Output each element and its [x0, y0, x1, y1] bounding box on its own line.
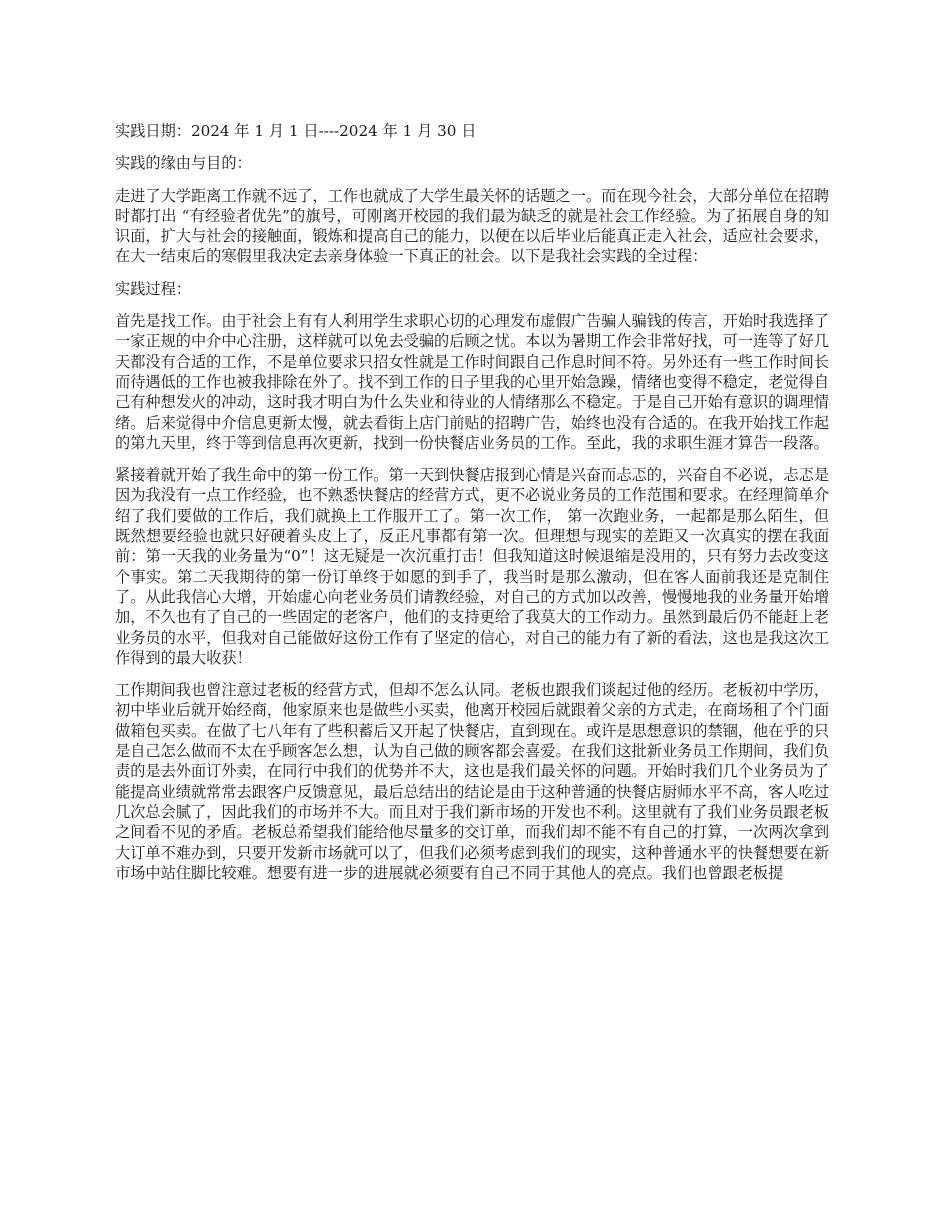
practice-date-line: 实践日期：2024 年 1 月 1 日----2024 年 1 月 30 日	[115, 122, 477, 140]
job-search-paragraph: 首先是找工作。由于社会上有有人利用学生求职心切的心理发布虚假广告骗人骗钱的传言，开始时我选择了一家正规的中介中心注册，这样就可以免去受骗的后顾之忧。本以为暑期工作会非常好找，可一连等了好几天都没有合适的工作，不是单位要求只招女性就是工作时间跟自己作息时间不符。另外还有一些工作时间长而待遇低的工作也被我排除在外了。找不到工作的日子里我的心里开始急躁，情绪也变得不稳定，老觉得自己有种想发火的冲动，这时我才明白为什么失业和待业的人情绪那么不稳定。于是自己开始有意识的调理情绪。后来觉得中介信息更新太慢，就去看街上店门前贴的招聘广告，始终也没有合适的。在我开始找工作起的第九天里，终于等到信息再次更新，找到一份快餐店业务员的工作。至此，我的求职生涯才算告一段落。	[115, 312, 829, 452]
document-page	[115, 121, 829, 895]
first-job-paragraph: 紧接着就开始了我生命中的第一份工作。第一天到快餐店报到心情是兴奋而忐忑的，兴奋自不必说，忐忑是因为我没有一点工作经验，也不熟悉快餐店的经营方式，更不必说业务员的工作范围和要求。在经理简单介绍了我们要做的工作后，我们就换上工作服开工了。第一次工作， 第一次跑业务，一起都是那么陌生，但既然想要经验也就只好硬着头皮上了，反正凡事都有第一次。但理想与现实的差距又一次真实的摆在我面前：第一天我的业务量为“0”！这无疑是一次沉重打击！但我知道这时候退缩是没用的，只有努力去改变这个事实。第二天我期待的第一份订单终于如愿的到手了，我当时是那么激动，但在客人面前我还是克制住了。从此我信心大增，开始虚心向老业务员们请教经验，对自己的方式加以改善，慢慢地我的业务量开始增加，不久也有了自己的一些固定的老客户，他们的支持更给了我莫大的工作动力。虽然到最后仍不能赶上老业务员的水平，但我对自己能做好这份工作有了坚定的信心，对自己的能力有了新的看法，这也是我这次工作得到的最大收获！	[115, 466, 829, 667]
reason-heading: 实践的缘由与目的：	[115, 154, 252, 173]
process-heading: 实践过程：	[115, 279, 191, 298]
reason-paragraph: 走进了大学距离工作就不远了，工作也就成了大学生最关怀的话题之一。而在现今社会，大部分单位在招聘时都打出 “有经验者优先”的旗号，可刚离开校园的我们最为缺乏的就是社会工作经验。为了拓展自身的知识面，扩大与社会的接触面，锻炼和提高自己的能力，以便在以后毕业后能真正走入社会，适应社会要求， 在大一结束后的寒假里我决定去亲身体验一下真正的社会。以下是我社会实践的全过程：	[115, 186, 829, 266]
boss-management-paragraph: 工作期间我也曾注意过老板的经营方式，但却不怎么认同。老板也跟我们谈起过他的经历。老板初中学历，初中毕业后就开始经商，他家原来也是做些小买卖，他离开校园后就跟着父亲的方式走，在商场租了个门面做箱包买卖。在做了七八年有了些积蓄后又开起了快餐店，直到现在。或许是思想意识的禁锢，他在乎的只是自己怎么做而不太在乎顾客怎么想，认为自己做的顾客都会喜爱。在我们这批新业务员工作期间，我们负责的是去外面订外卖，在同行中我们的优势并不大，这也是我们最关怀的问题。开始时我们几个业务员为了能提高业绩就常常去跟客户反馈意见，最后总结出的结论是由于这种普通的快餐店厨师水平不高，客人吃过几次总会腻了，因此我们的市场并不大。而且对于我们新市场的开发也不利。这里就有了我们业务员跟老板之间看不见的矛盾。老板总希望我们能给他尽量多的交订单，而我们却不能不有自己的打算，一次两次拿到大订单不难办到，只要开发新市场就可以了，但我们必须考虑到我们的现实，这种普通水平的快餐想要在新市场中站住脚比较难。想要有进一步的进展就必须要有自己不同于其他人的亮点。我们也曾跟老板提	[115, 681, 829, 882]
